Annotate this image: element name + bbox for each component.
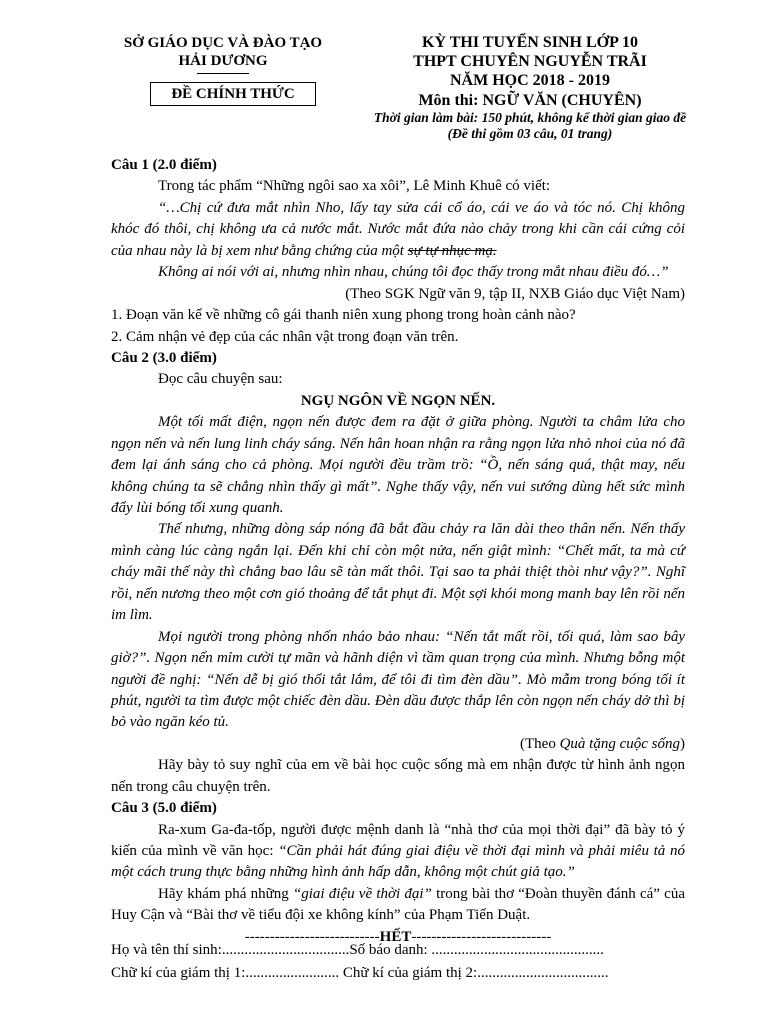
question-3-paragraph-2 xyxy=(111,884,685,927)
quote-struck-text: sự tự nhục mạ. xyxy=(407,242,497,259)
exam-body xyxy=(111,155,685,948)
question-3-heading: Câu 3 (5.0 điểm) xyxy=(111,800,217,817)
question-3-paragraph-1 xyxy=(111,820,685,884)
question-2-intro: Đọc câu chuyện sau: xyxy=(158,371,283,388)
question-1-quote xyxy=(111,198,685,262)
quote-text: “…Chị cứ đưa mắt nhìn Nho, lấy tay sửa cái cổ áo, cái ve áo và tóc nó. Chị không khóc đó thôi, chị không ưa cả nước mắt. Nước mắt đứa nào chảy trong khi cần cái cứng cỏi của nhau này là bị xem như bằng chứng của một xyxy=(111,199,685,259)
exam-title: KỲ THI TUYỂN SINH LỚP 10 xyxy=(422,34,638,51)
question-1-task-2: 2. Cảm nhận vẻ đẹp của các nhân vật trong đoạn văn trên. xyxy=(111,328,459,345)
exam-subject: Môn thi: NGỮ VĂN (CHUYÊN) xyxy=(418,91,642,109)
story-source-prefix: (Theo xyxy=(520,735,560,752)
header-divider xyxy=(197,73,249,74)
official-exam-label: ĐỀ CHÍNH THỨC xyxy=(150,82,316,106)
school-name: THPT CHUYÊN NGUYỄN TRÃI xyxy=(413,53,647,71)
story-source-suffix: ) xyxy=(680,735,685,752)
end-word: HẾT xyxy=(379,928,412,945)
question-2-heading: Câu 2 (3.0 điểm) xyxy=(111,349,217,366)
story-paragraph-2: Thế nhưng, những dòng sáp nóng đã bắt đầu chảy ra lăn dài theo thân nến. Nến thấy mình càng lúc càng ngắn lại. Đến khi chỉ còn một nửa, nến giật mình: “Chết mất, ta mà cứ cháy mãi thế này thì chẳng bao lâu sẽ tàn mất thôi. Tại sao ta phải thiệt thòi như vậy?”. Nghĩ rồi, nến nương theo một cơn gió thoảng để tắt phụt đi. Một sợi khói mong manh bay lên rồi nến im lìm. xyxy=(111,521,685,624)
question-1-source: (Theo SGK Ngữ văn 9, tập II, NXB Giáo dục Việt Nam) xyxy=(345,285,685,302)
end-dashes-right: ---------------------------- xyxy=(411,928,552,945)
candidate-footer xyxy=(111,939,685,986)
q3-quote: “Cần phải hát đúng giai điệu về thời đại mình và phải miêu tả nó một cách trung thực bằng những hình ảnh hấp dẫn, không một chút giả tạo.” xyxy=(111,843,685,881)
department-province: HẢI DƯƠNG xyxy=(178,53,268,69)
school-year: NĂM HỌC 2018 - 2019 xyxy=(450,72,610,90)
story-paragraph-3: Mọi người trong phòng nhốn nháo bảo nhau: “Nến tắt mất rồi, tối quá, làm sao bây giờ?”. Ngọn nến mỉm cười tự mãn và hãnh diện vì tầm quan trọng của mình. Nhưng bỗng một người đề nghị: “Nến dễ bị gió thổi tắt lắm, để tôi đi tìm đèn dầu”. Mò mẫm trong bóng tối ít phút, người ta tìm được một chiếc đèn dầu. Đèn dầu được thắp lên còn ngọn nến cháy dở thì bị bỏ vào ngăn kéo tủ. xyxy=(111,628,685,731)
exam-time: Thời gian làm bài: 150 phút, không kể thời gian giao đề xyxy=(373,109,687,125)
story-paragraph-1: Một tối mất điện, ngọn nến được đem ra đặt ở giữa phòng. Người ta châm lửa cho ngọn nến và nến lung linh cháy sáng. Nến hân hoan nhận ra rằng ngọn lửa nhỏ nhoi của nó đã đem lại ánh sáng cho cả phòng. Mọi người đều trầm trồ: “Ồ, nến sáng quá, thật may, nếu không chúng ta sẽ chẳng nhìn thấy gì mất”. Nghe thấy vậy, nến vui sướng dùng hết sức mình đẩy lùi bóng tối xung quanh. xyxy=(111,414,685,516)
end-dashes-left: --------------------------- xyxy=(244,928,380,945)
candidate-name-line: Họ và tên thí sinh:..................................Số báo danh: .............................................. xyxy=(111,942,604,958)
department-name: SỞ GIÁO DỤC VÀ ĐÀO TẠO xyxy=(123,35,323,51)
story-title: NGỤ NGÔN VỀ NGỌN NẾN. xyxy=(300,392,496,409)
q3-task-quote: “giai điệu về thời đại” xyxy=(292,885,432,902)
question-1-intro: Trong tác phẩm “Những ngôi sao xa xôi”, Lê Minh Khuê có viết: xyxy=(158,178,551,195)
question-1-quote-end: Không ai nói với ai, nhưng nhìn nhau, chúng tôi đọc thấy trong mắt nhau điều đó…” xyxy=(158,264,669,281)
story-source xyxy=(111,734,685,755)
q3-task-text: Hãy khám phá những xyxy=(158,885,293,902)
department-block xyxy=(108,34,338,74)
exam-page-count: (Đề thi gồm 03 câu, 01 trang) xyxy=(447,125,613,141)
question-1-task-1: 1. Đoạn văn kể về những cô gái thanh niên xung phong trong hoàn cảnh nào? xyxy=(111,307,576,324)
question-1-heading: Câu 1 (2.0 điểm) xyxy=(111,157,217,173)
q3-task-text-end: trong bài thơ “Đoàn thuyền đánh cá” của Huy Cận và “Bài thơ về tiểu đội xe không kính” của Phạm Tiến Duật. xyxy=(111,885,685,924)
exam-info-block xyxy=(340,33,720,142)
proctor-signature-line: Chữ kí của giám thị 1:......................... Chữ kí của giám thị 2:................................... xyxy=(111,965,609,982)
story-source-title: Quà tặng cuộc sống xyxy=(559,735,680,752)
q3-text: Ra-xum Ga-đa-tốp, người được mệnh danh là “nhà thơ của mọi thời đại” đã bày tỏ ý kiến của mình về văn học: xyxy=(111,821,685,859)
question-2-task: Hãy bày tỏ suy nghĩ của em về bài học cuộc sống mà em nhận được từ hình ảnh ngọn nến trong câu chuyện trên. xyxy=(111,757,685,795)
